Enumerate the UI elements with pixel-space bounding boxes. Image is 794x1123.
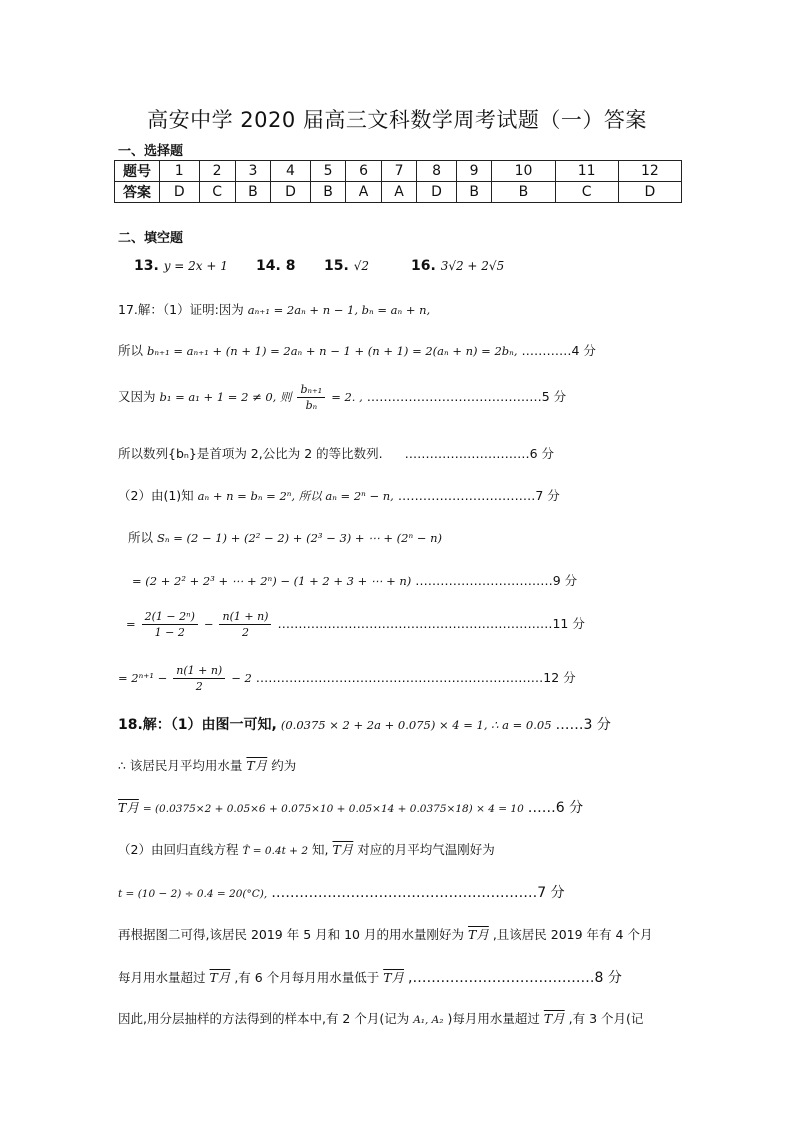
q17-line-2: [118, 341, 596, 359]
q18-score: ,…………………………………8 分: [408, 970, 622, 986]
table-cell: 11: [555, 161, 618, 182]
mean-symbol: T月: [246, 758, 268, 773]
q18-text: )每月用水量超过: [447, 1011, 540, 1026]
table-cell: 5: [310, 161, 346, 182]
q18-text: ,且该居民 2019 年有 4 个月: [492, 927, 653, 942]
q17-arithmetic-fraction: [219, 610, 271, 639]
mean-symbol: T月: [209, 970, 231, 985]
table-row: [115, 161, 682, 182]
fill-answer-13: [134, 258, 228, 274]
q18-line-8: [118, 1009, 643, 1027]
q17-conclusion: 所以数列{bₙ}是首项为 2,公比为 2 的等比数列.: [118, 446, 383, 461]
table-cell: 12: [618, 161, 681, 182]
table-cell: C: [199, 182, 235, 203]
q17-score: ……………………………………………………………12 分: [255, 670, 576, 685]
fraction-denominator: 1 − 2: [154, 626, 185, 639]
fraction-numerator: 2(1 − 2ⁿ): [142, 610, 198, 625]
q18-score: ……6 分: [527, 800, 584, 816]
q17-line-9: [118, 664, 576, 693]
q17-line-1: [118, 300, 430, 318]
q17-ratio-value: = 2. ,: [331, 390, 363, 404]
q18-text: 对应的月平均气温刚好为: [357, 842, 495, 857]
q18-text: 知,: [312, 842, 329, 857]
table-cell: 1: [160, 161, 200, 182]
q16-expr: 3√2 + 2√5: [440, 259, 505, 273]
mean-symbol: T月: [467, 927, 489, 942]
table-row-head: 题号: [115, 161, 160, 182]
table-cell: D: [271, 182, 311, 203]
q17-text: 又因为: [118, 389, 156, 404]
mean-symbol: T月: [332, 842, 354, 857]
mean-symbol: T月: [383, 970, 405, 985]
q15-expr: √2: [353, 259, 369, 273]
q16-label: 16.: [411, 258, 436, 274]
table-cell: 8: [417, 161, 457, 182]
fill-answer-16: [411, 258, 504, 274]
q17-intro: 17.解：（1）证明:因为: [118, 302, 244, 317]
q18-text: 每月用水量超过: [118, 970, 206, 985]
fraction-denominator: 2: [195, 680, 203, 693]
q18-text: ,有 6 个月每月用水量低于: [234, 970, 380, 985]
mean-symbol: T月: [118, 800, 139, 815]
q17-result-part: − 2: [231, 671, 252, 685]
table-cell: 6: [346, 161, 381, 182]
q18-line-7: [118, 967, 622, 987]
q17-result-part: = 2ⁿ⁺¹ −: [118, 671, 168, 685]
q18-text: （2）由回归直线方程: [118, 842, 239, 857]
table-cell: 3: [235, 161, 271, 182]
q17-line-4: [118, 444, 554, 462]
table-cell: 2: [199, 161, 235, 182]
fraction-denominator: 2: [241, 626, 249, 639]
q18-text: 再根据图二可得,该居民 2019 年 5 月和 10 月的用水量刚好为: [118, 927, 464, 942]
fill-answer-15: [324, 258, 369, 274]
fraction-denominator: bₙ: [305, 399, 318, 412]
q17-text: 所以: [128, 530, 154, 545]
q17-score: …………4 分: [521, 343, 596, 358]
q14-value: 8: [285, 258, 296, 274]
table-cell: C: [555, 182, 618, 203]
q14-label: 14.: [256, 258, 281, 274]
mean-symbol: T月: [543, 1011, 565, 1026]
q18-text: 约为: [271, 758, 297, 773]
fraction-numerator: n(1 + n): [173, 664, 225, 679]
table-row-head: 答案: [115, 182, 160, 203]
fill-answer-14: [256, 258, 295, 274]
q18-mean-calc: = (0.0375×2 + 0.05×6 + 0.075×10 + 0.05×14 + 0.0375×18) × 4 = 10: [142, 803, 524, 815]
q17-score: …………………………………………………………11 分: [277, 616, 585, 631]
q18-equation: (0.0375 × 2 + 2a + 0.075) × 4 = 1, ∴ a = 0.05: [280, 718, 552, 732]
q18-temperature: t = (10 − 2) ÷ 0.4 = 20(°C),: [118, 888, 268, 900]
q17-text: （2）由(1)知: [118, 488, 194, 503]
fraction-numerator: bₙ₊₁: [297, 383, 325, 398]
q13-label: 13.: [134, 258, 159, 274]
table-row: [115, 182, 682, 203]
table-cell: B: [310, 182, 346, 203]
answer-table: [114, 160, 682, 203]
table-cell: D: [160, 182, 200, 203]
q18-intro: 18.解：（1）由图一可知,: [118, 717, 277, 733]
table-cell: 7: [381, 161, 416, 182]
table-cell: D: [618, 182, 681, 203]
q17-sum-split: = (2 + 2² + 2³ + ⋯ + 2ⁿ) − (1 + 2 + 3 + ⋯ + n): [132, 574, 412, 588]
table-cell: B: [235, 182, 271, 203]
q18-line-6: [118, 925, 652, 943]
q17-line-7: [132, 571, 577, 589]
equals-sign: =: [126, 617, 136, 631]
q17-derivation: bₙ₊₁ = aₙ₊₁ + (n + 1) = 2aₙ + n − 1 + (n + 1) = 2(aₙ + n) = 2bₙ,: [147, 344, 518, 358]
page-title: 高安中学 2020 届高三文科数学周考试题（一）答案: [147, 108, 647, 132]
q18-line-5: [118, 882, 565, 902]
minus-sign: −: [203, 617, 214, 631]
q17-geometric-fraction: [142, 610, 198, 639]
q18-score: …………………………………………………7 分: [271, 885, 565, 901]
q18-sample-labels: A₁, A₂: [413, 1014, 444, 1026]
q18-regression: T̂ = 0.4t + 2: [242, 845, 309, 857]
q18-text: ,有 3 个月(记: [568, 1011, 644, 1026]
q18-text: ∴ 该居民月平均用水量: [118, 758, 243, 773]
section-fill-heading: 二、填空题: [118, 231, 184, 246]
q13-expr: y = 2x + 1: [163, 259, 228, 273]
q17-line-5: [118, 486, 560, 504]
fraction-numerator: n(1 + n): [219, 610, 271, 625]
q17-line-3: [118, 383, 566, 412]
q17-initial: b₁ = a₁ + 1 = 2 ≠ 0, 则: [159, 390, 292, 404]
q17-score: ……………………………9 分: [415, 573, 578, 588]
q17-line-6: [128, 528, 442, 546]
q17-line-8: [126, 610, 585, 639]
q17-result-fraction: [173, 664, 225, 693]
section-choice-heading: 一、选择题: [118, 144, 184, 159]
table-cell: 9: [456, 161, 492, 182]
table-cell: D: [417, 182, 457, 203]
q17-text: 所以: [118, 343, 144, 358]
table-cell: A: [346, 182, 381, 203]
table-cell: 4: [271, 161, 311, 182]
table-cell: B: [456, 182, 492, 203]
table-cell: 10: [492, 161, 555, 182]
q17-score: …………………………6 分: [404, 446, 555, 461]
q18-line-4: [118, 840, 495, 858]
q18-line-2: [118, 756, 296, 774]
q17-score: ……………………………………5 分: [366, 389, 567, 404]
q17-score: ……………………………7 分: [397, 488, 560, 503]
q17-general-term: aₙ + n = bₙ = 2ⁿ, 所以 aₙ = 2ⁿ − n,: [197, 489, 394, 503]
q15-label: 15.: [324, 258, 349, 274]
q18-line-1: [118, 714, 611, 734]
q17-ratio-fraction: [297, 383, 325, 412]
table-cell: B: [492, 182, 555, 203]
q18-text: 因此,用分层抽样的方法得到的样本中,有 2 个月(记为: [118, 1011, 410, 1026]
q17-given: aₙ₊₁ = 2aₙ + n − 1, bₙ = aₙ + n,: [247, 303, 431, 317]
table-cell: A: [381, 182, 416, 203]
q17-sum: Sₙ = (2 − 1) + (2² − 2) + (2³ − 3) + ⋯ + (2ⁿ − n): [157, 531, 442, 545]
q18-score: ……3 分: [555, 717, 611, 733]
q18-line-3: [118, 797, 583, 817]
